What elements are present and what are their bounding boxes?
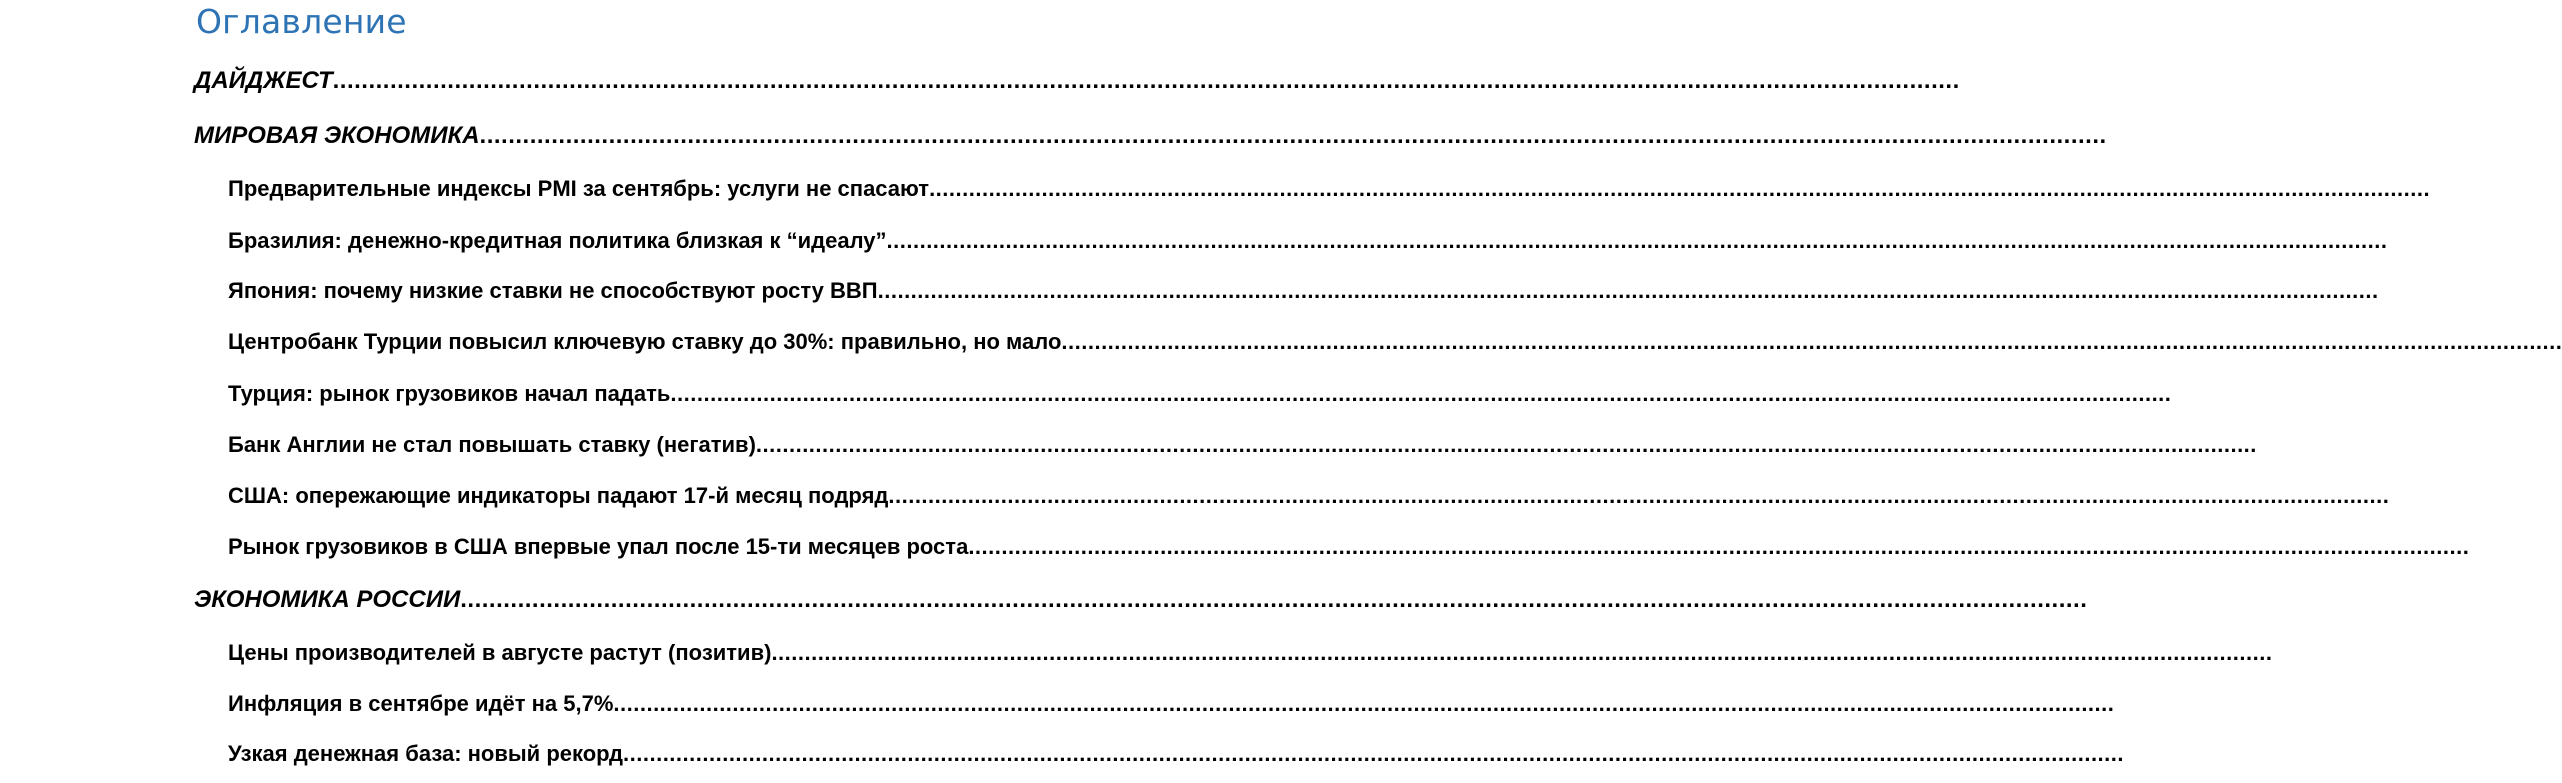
toc-entry-label: Банк Англии не стал повышать ставку (негатив) (228, 432, 756, 457)
toc-entry-producer-prices[interactable] (228, 636, 2273, 670)
toc-dot-leader: ................................................................................................................................................................................................................................... (479, 122, 2107, 149)
toc-entry-turkey-trucks[interactable] (228, 377, 2172, 411)
toc-dot-leader: ................................................................................................................................................................................................................................... (623, 741, 2125, 766)
toc-dot-leader: ................................................................................................................................................................................................................................... (771, 640, 2273, 665)
toc-entry-brazil-policy[interactable] (228, 224, 2388, 258)
toc-dot-leader: ................................................................................................................................................................................................................................... (886, 228, 2388, 253)
toc-entry-label: Турция: рынок грузовиков начал падать (228, 381, 671, 406)
toc-dot-leader: ................................................................................................................................................................................................................................... (332, 67, 1960, 94)
toc-entry-world-economy[interactable] (194, 119, 2107, 153)
toc-dot-leader: ................................................................................................................................................................................................................................... (929, 176, 2431, 201)
toc-dot-leader: ................................................................................................................................................................................................................................... (670, 381, 2172, 406)
toc-dot-leader: ................................................................................................................................................................................................................................... (613, 691, 2115, 716)
toc-entry-russia-economy[interactable] (194, 583, 2088, 617)
toc-entry-label: ДАЙДЖЕСТ (194, 67, 333, 94)
toc-dot-leader: ................................................................................................................................................................................................................................... (877, 278, 2379, 303)
toc-entry-label: Инфляция в сентябре идёт на 5,7% (228, 691, 614, 716)
toc-entry-usa-leading-indicators[interactable] (228, 479, 2390, 513)
toc-entry-digest[interactable] (194, 64, 1960, 98)
toc-entry-label: МИРОВАЯ ЭКОНОМИКА (194, 122, 480, 149)
toc-entry-inflation-september[interactable] (228, 687, 2115, 721)
toc-dot-leader: ................................................................................................................................................................................................................................... (888, 483, 2390, 508)
toc-entry-label: Узкая денежная база: новый рекорд (228, 741, 624, 766)
toc-dot-leader: ................................................................................................................................................................................................................................... (1061, 329, 2562, 354)
toc-entry-turkey-central-bank[interactable] (228, 325, 2562, 359)
toc-dot-leader: ................................................................................................................................................................................................................................... (460, 586, 2088, 613)
toc-entry-label: США: опережающие индикаторы падают 17-й месяц подряд (228, 483, 889, 508)
toc-entry-label: Центробанк Турции повысил ключевую ставку до 30%: правильно, но мало (228, 329, 1062, 354)
toc-entry-label: ЭКОНОМИКА РОССИИ (194, 586, 461, 613)
toc-entry-japan-rates[interactable] (228, 274, 2379, 308)
toc-dot-leader: ................................................................................................................................................................................................................................... (968, 534, 2470, 559)
toc-entry-label: Япония: почему низкие ставки не способствуют росту ВВП (228, 278, 878, 303)
toc-entry-monetary-base[interactable] (228, 737, 2125, 771)
toc-entry-label: Бразилия: денежно-кредитная политика близкая к “идеалу” (228, 228, 887, 253)
toc-entry-label: Цены производителей в августе растут (позитив) (228, 640, 772, 665)
toc-entry-pmi-september[interactable] (228, 172, 2431, 206)
toc-entry-label: Рынок грузовиков в США впервые упал после 15-ти месяцев роста (228, 534, 969, 559)
toc-dot-leader: ................................................................................................................................................................................................................................... (755, 432, 2257, 457)
toc-entry-label: Предварительные индексы PMI за сентябрь: услуги не спасают (228, 176, 930, 201)
toc-heading: Оглавление (196, 2, 407, 41)
toc-entry-usa-trucks[interactable] (228, 530, 2470, 564)
toc-entry-bank-of-england[interactable] (228, 428, 2257, 462)
